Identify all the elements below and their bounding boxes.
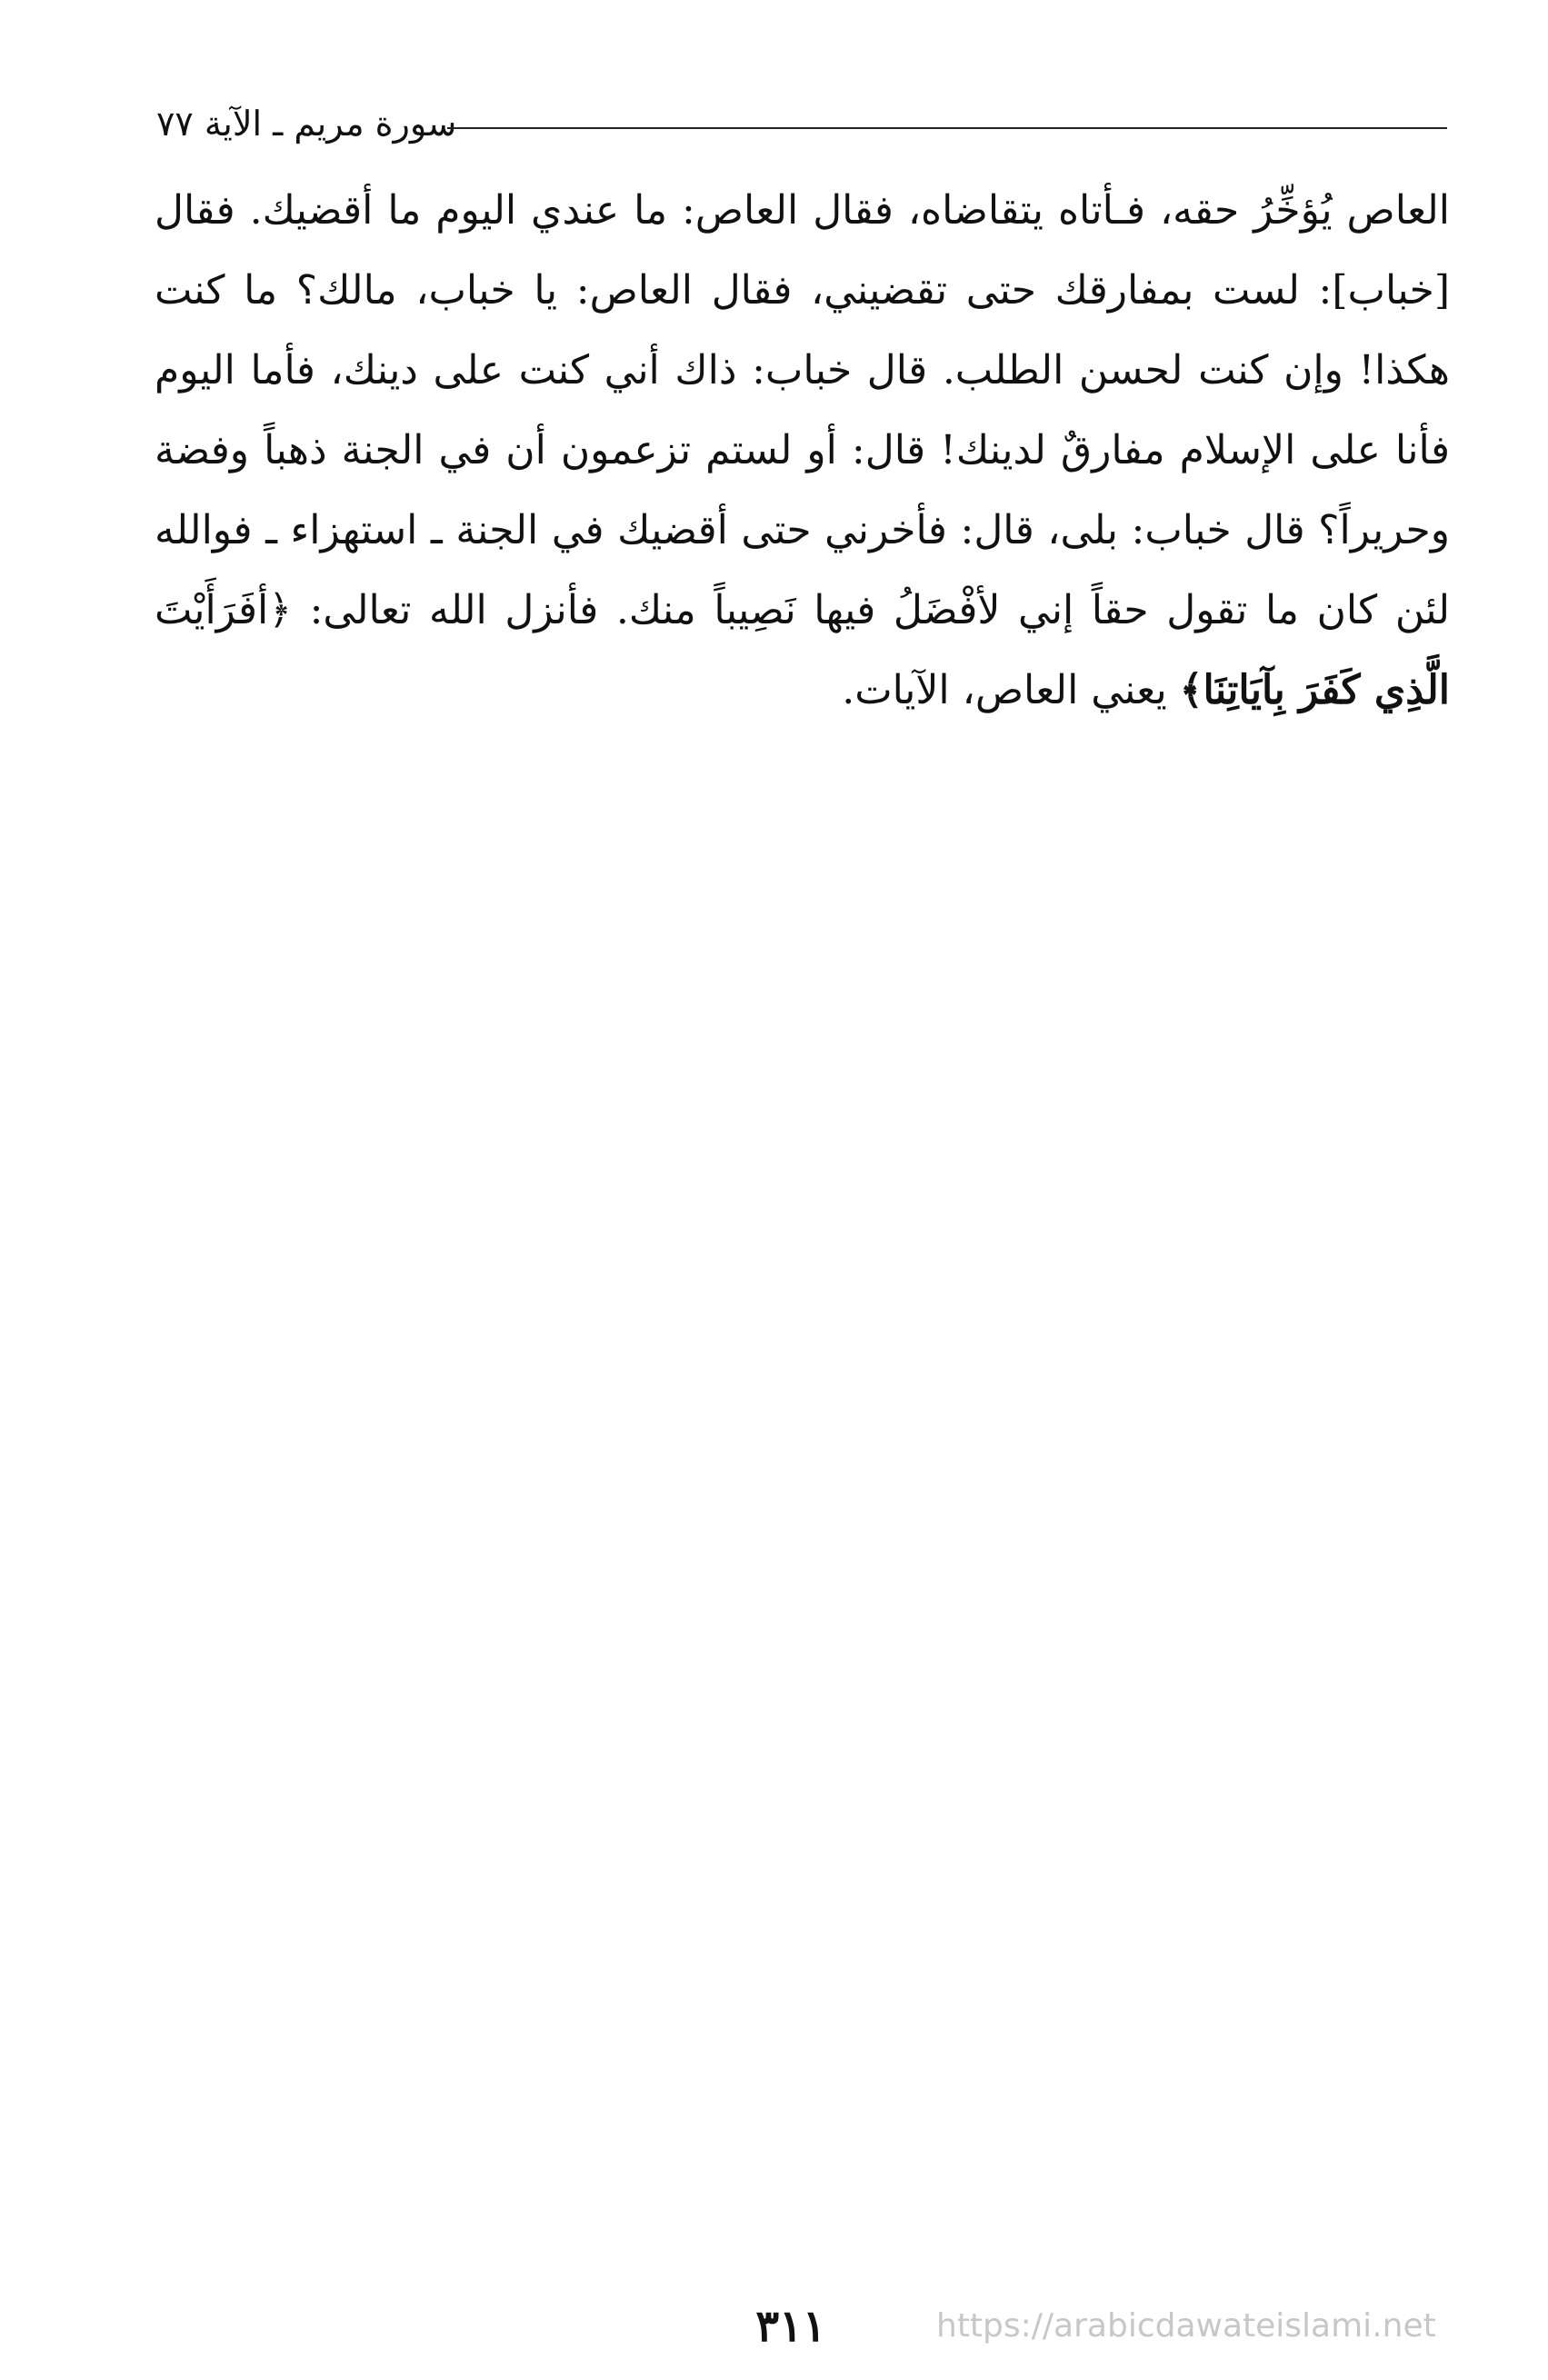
text-line-last [155, 651, 1450, 731]
text-line: وحريراً؟ قال خباب: بلى، قال: فأخرني حتى أقضيك في الجنة ـ استهزاء ـ فوالله [155, 507, 1450, 553]
running-header [156, 98, 1447, 149]
text-line: [خباب]: لست بمفارقك حتى تقضيني، فقال العاص: يا خباب، مالك؟ ما كنت [155, 267, 1450, 314]
last-line-rest: يعني العاص، الآيات. [842, 667, 1180, 713]
text-line: فأنا على الإسلام مفارقٌ لدينك! قال: أو لستم تزعمون أن في الجنة ذهباً وفضة [155, 427, 1450, 473]
watermark-url: https://arabicdawateislami.net [936, 2307, 1436, 2345]
text-line: العاص يُؤخِّرُ حقه، فـأتاه يتقاضاه، فقال العاص: ما عندي اليوم ما أقضيك. فقال [155, 187, 1450, 234]
quran-quote: الَّذِي كَفَرَ بِآيَاتِنَا﴾ [1179, 667, 1450, 713]
page-number: ٣١١ [755, 2301, 826, 2352]
text-line: هكذا! وإن كنت لحسن الطلب. قال خباب: ذاك أني كنت على دينك، فأما اليوم [155, 347, 1450, 393]
header-rule [447, 127, 1447, 129]
body-text [155, 171, 1450, 731]
text-line: لئن كان ما تقول حقاً إني لأفْضَلُ فيها نَصِيباً منك. فأنزل الله تعالى: ﴿أفَرَأَيْتَ [155, 587, 1450, 633]
chapter-title: سورة مريم ـ الآية ٧٧ [156, 104, 457, 144]
